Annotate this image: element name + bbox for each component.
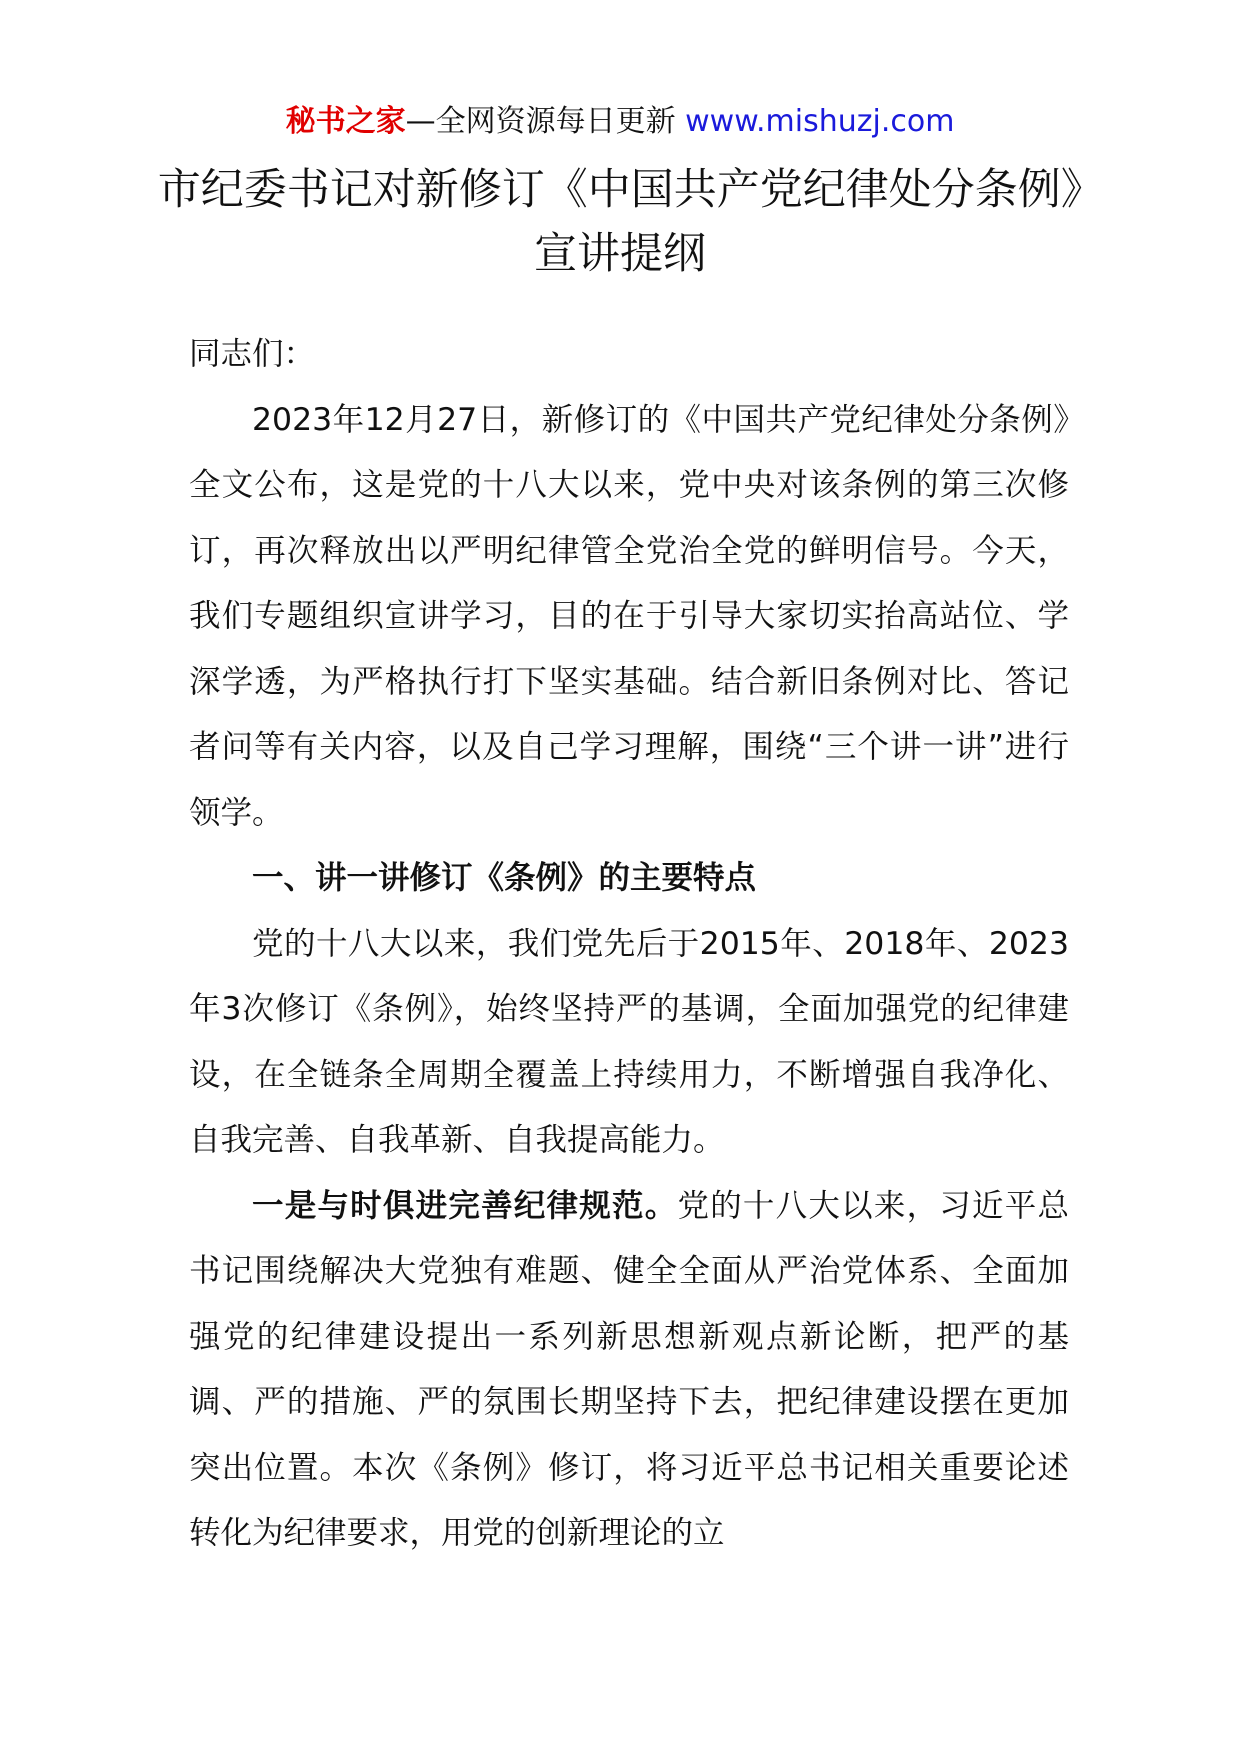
section-heading: 一、讲一讲修订《条例》的主要特点 — [252, 860, 757, 896]
site-header — [0, 100, 1240, 144]
site-brand: 秘书之家 — [285, 104, 406, 139]
point-one-text: 党的十八大以来，习近平总书记围绕解决大党独有难题、健全全面从严治党体系、全面加强党的纪律建设提出一系列新思想新观点新论断，把严的基调、严的措施、严的氛围长期坚持下去，把纪律建设摆在更加突出位置。本次《条例》修订，将习近平总书记相关重要论述转化为纪律要求，用党的创新理论的立 — [189, 1187, 1069, 1551]
site-url-link[interactable]: www.mishuzj.com — [685, 104, 955, 139]
paragraph-features: 党的十八大以来，我们党先后于2015年、2018年、2023年3次修订《条例》，始终坚持严的基调，全面加强党的纪律建设，在全链条全周期全覆盖上持续用力，不断增强自我净化、自我完善、自我革新、自我提高能力。 — [189, 925, 1069, 1158]
document-body — [189, 322, 1069, 1567]
document-title: 市纪委书记对新修订《中国共产党纪律处分条例》宣讲提纲 — [157, 165, 1083, 279]
greeting: 同志们： — [189, 336, 316, 372]
point-one-lead: 一是与时俱进完善纪律规范。 — [252, 1187, 678, 1224]
paragraph-intro: 2023年12月27日，新修订的《中国共产党纪律处分条例》全文公布，这是党的十八大以来，党中央对该条例的第三次修订，再次释放出以严明纪律管全党治全党的鲜明信号。今天，我们专题组织宣讲学习，目的在于引导大家切实抬高站位、学深学透，为严格执行打下坚实基础。结合新旧条例对比、答记者问等有关内容，以及自己学习理解，围绕“三个讲一讲”进行领学。 — [189, 401, 1069, 831]
site-tagline: —全网资源每日更新 — [405, 104, 686, 139]
paragraph-point-one — [189, 1174, 1069, 1567]
